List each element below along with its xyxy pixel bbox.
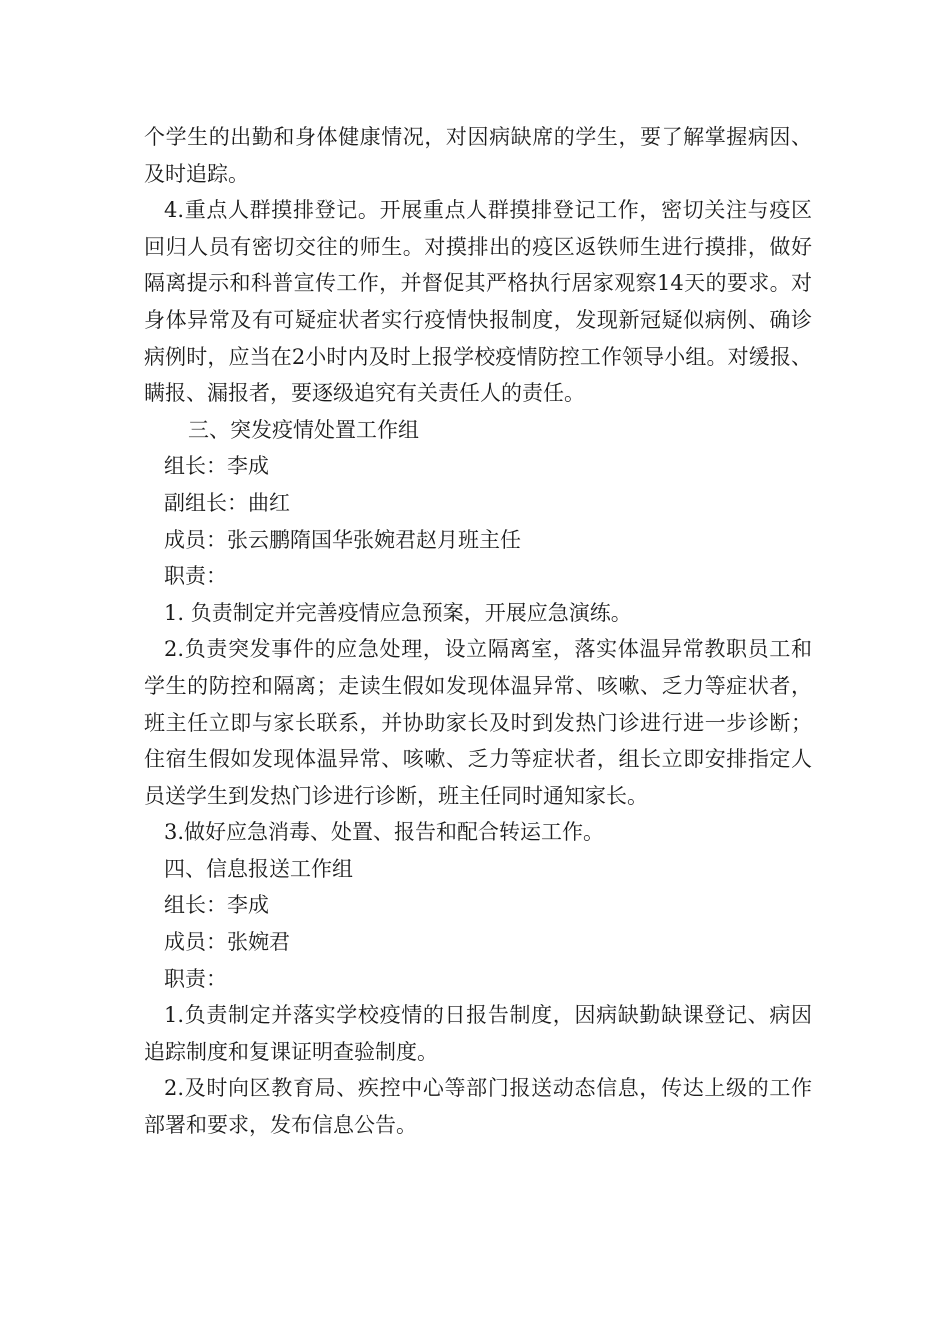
duties-label: 职责： — [164, 564, 227, 589]
info-duty-item-2: 2.及时向区教育局、疾控中心等部门报送动态信息，传达上级的工作部署和要求，发布信息公告。 — [144, 1076, 812, 1138]
duty-item-2: 2.负责突发事件的应急处理，设立隔离室，落实体温异常教职员工和学生的防控和隔离；走读生假如发现体温异常、咳嗽、乏力等症状者，班主任立即与家长联系，并协助家长及时到发热门诊进行进一步诊断；住宿生假如发现体温异常、咳嗽、乏力等症状者，组长立即安排指定人员送学生到发热门诊进行诊断，班主任同时通知家长。 — [144, 637, 812, 808]
duties-label-2: 职责： — [164, 966, 227, 991]
members-line: 成员：张云鹏隋国华张婉君赵月班主任 — [164, 527, 521, 552]
duty-item-1: 1. 负责制定并完善疫情应急预案，开展应急演练。 — [164, 600, 632, 625]
paragraph-continuation: 个学生的出勤和身体健康情况，对因病缺席的学生，要了解掌握病因、及时追踪。 — [144, 125, 812, 186]
deputy-leader-line: 副组长：曲红 — [164, 490, 290, 515]
members-line-2: 成员：张婉君 — [164, 930, 290, 955]
section-heading-3: 三、突发疫情处置工作组 — [188, 417, 419, 442]
group-leader-line: 组长：李成 — [164, 454, 269, 479]
paragraph-item-4: 4.重点人群摸排登记。开展重点人群摸排登记工作，密切关注与疫区回归人员有密切交往的师生。对摸排出的疫区返铁师生进行摸排，做好隔离提示和科普宣传工作，并督促其严格执行居家观察14天的要求。对身体异常及有可疑症状者实行疫情快报制度，发现新冠疑似病例、确诊病例时，应当在2小时内及时上报学校疫情防控工作领导小组。对缓报、瞒报、漏报者，要逐级追究有关责任人的责任。 — [144, 198, 812, 406]
document-body — [144, 119, 812, 1144]
duty-item-3: 3.做好应急消毒、处置、报告和配合转运工作。 — [164, 820, 605, 845]
group-leader-line-2: 组长：李成 — [164, 893, 269, 918]
section-heading-4: 四、信息报送工作组 — [164, 856, 353, 881]
info-duty-item-1: 1.负责制定并落实学校疫情的日报告制度，因病缺勤缺课登记、病因追踪制度和复课证明查验制度。 — [144, 1003, 812, 1064]
